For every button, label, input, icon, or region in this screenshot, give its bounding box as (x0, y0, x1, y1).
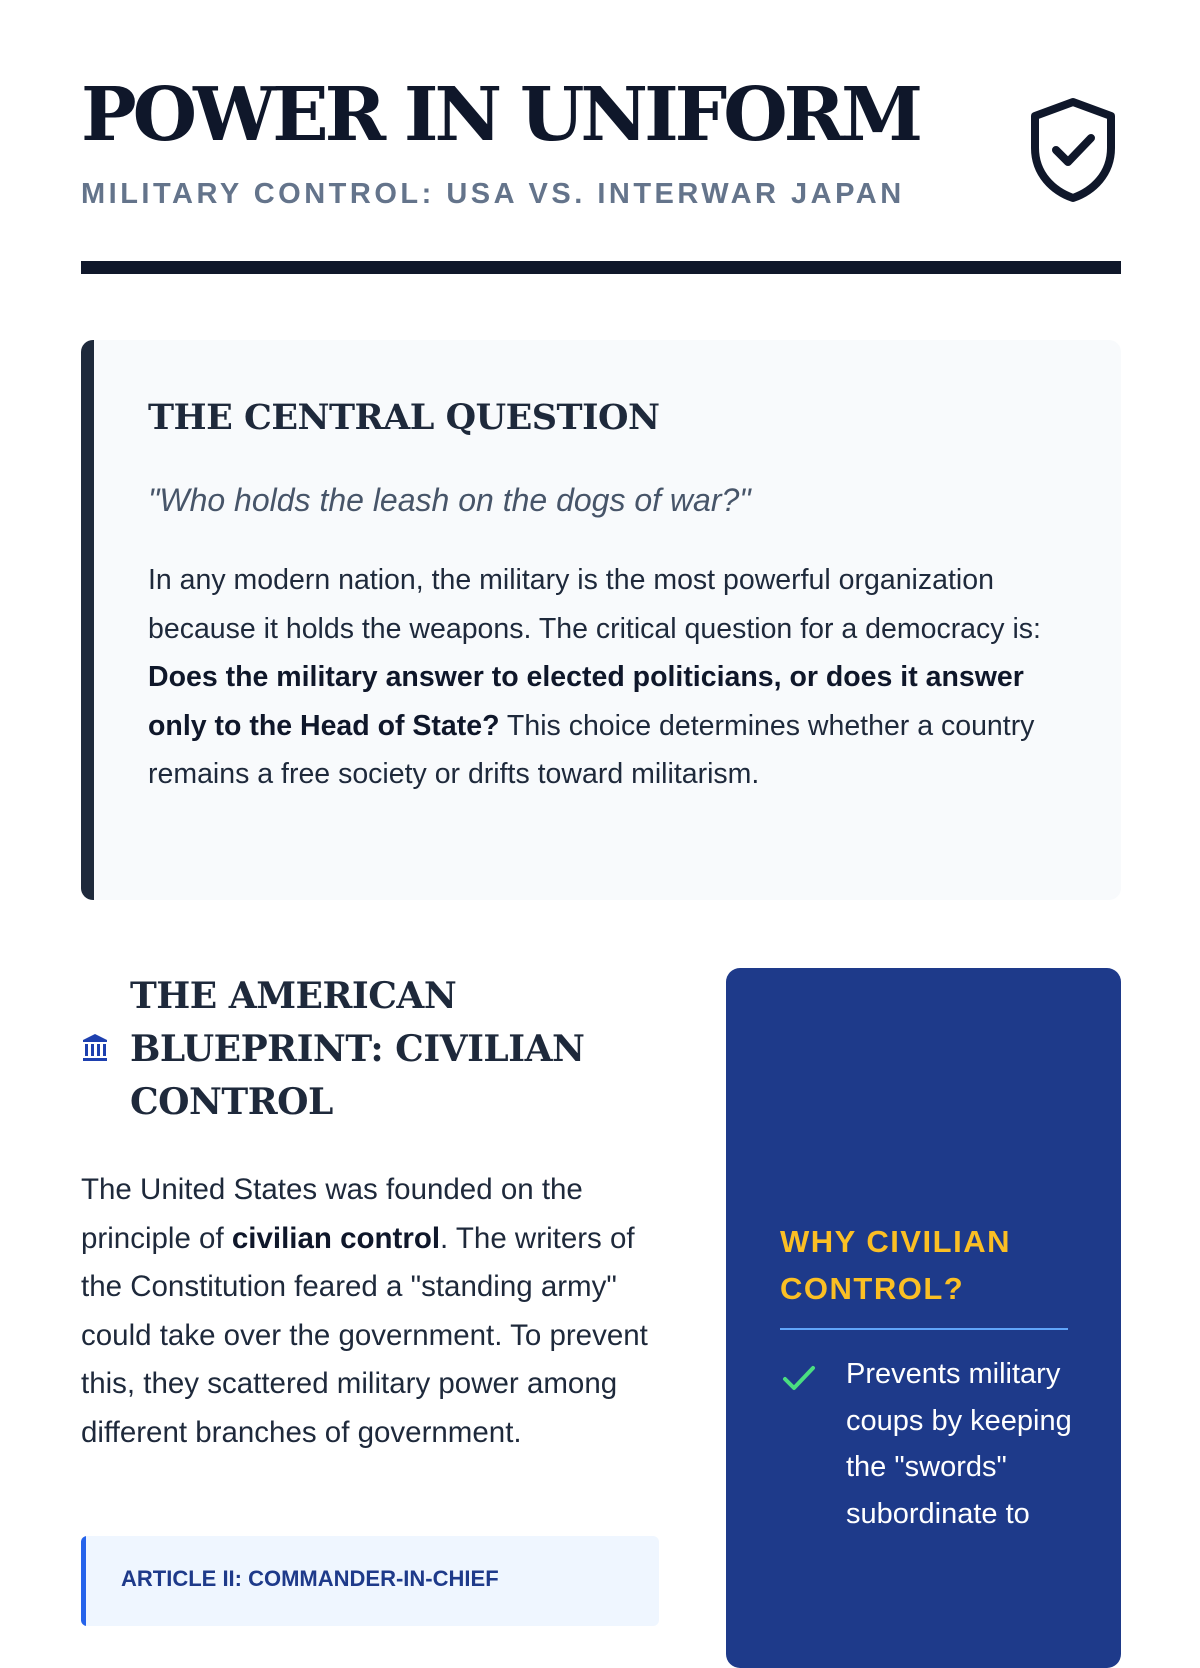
central-question-quote: "Who holds the leash on the dogs of war?" (148, 482, 751, 518)
header-divider (81, 261, 1121, 274)
shield-check-icon (1025, 96, 1121, 204)
page (81, 0, 1121, 1600)
why-civilian-control-panel (726, 968, 1121, 1668)
body-intro: In any modern nation, the military is the most powerful organization because it holds the weapons. The critical question for a democracy is: (148, 564, 1041, 645)
page-title: POWER IN UNIFORM (81, 72, 920, 158)
central-question-body (148, 556, 1068, 799)
body-intro: The United States was founded on the principle of (81, 1173, 583, 1255)
page-subtitle: MILITARY CONTROL: USA VS. INTERWAR JAPAN (81, 178, 905, 210)
american-section-body (81, 1166, 661, 1457)
card-accent-bar (81, 340, 94, 900)
body-emphasis: Does the military answer to elected politicians, or does it answer only to the Head of State? (148, 661, 1024, 742)
callout-accent-bar (81, 1536, 86, 1626)
body-outro: . The writers of the Constitution feared a "standing army" could take over the government. To prevent this, they scattered military power among different branches of government. (81, 1221, 648, 1449)
check-icon (782, 1364, 816, 1392)
article-callout (81, 1536, 659, 1626)
american-section-heading: THE AMERICAN BLUEPRINT: CIVILIAN CONTROL (130, 975, 585, 1123)
landmark-icon (81, 1032, 109, 1062)
central-question-heading: THE CENTRAL QUESTION (148, 397, 660, 438)
why-panel-divider (780, 1328, 1068, 1330)
why-panel-list-item: Prevents military coups by keeping the "swords" subordinate to (846, 1358, 1072, 1530)
body-outro: This choice determines whether a country remains a free society or drifts toward militarism. (148, 709, 1035, 790)
body-emphasis: civilian control (231, 1221, 441, 1255)
article-title: ARTICLE II: COMMANDER-IN-CHIEF (121, 1566, 499, 1591)
why-panel-title: WHY CIVILIAN CONTROL? (780, 1224, 1011, 1306)
